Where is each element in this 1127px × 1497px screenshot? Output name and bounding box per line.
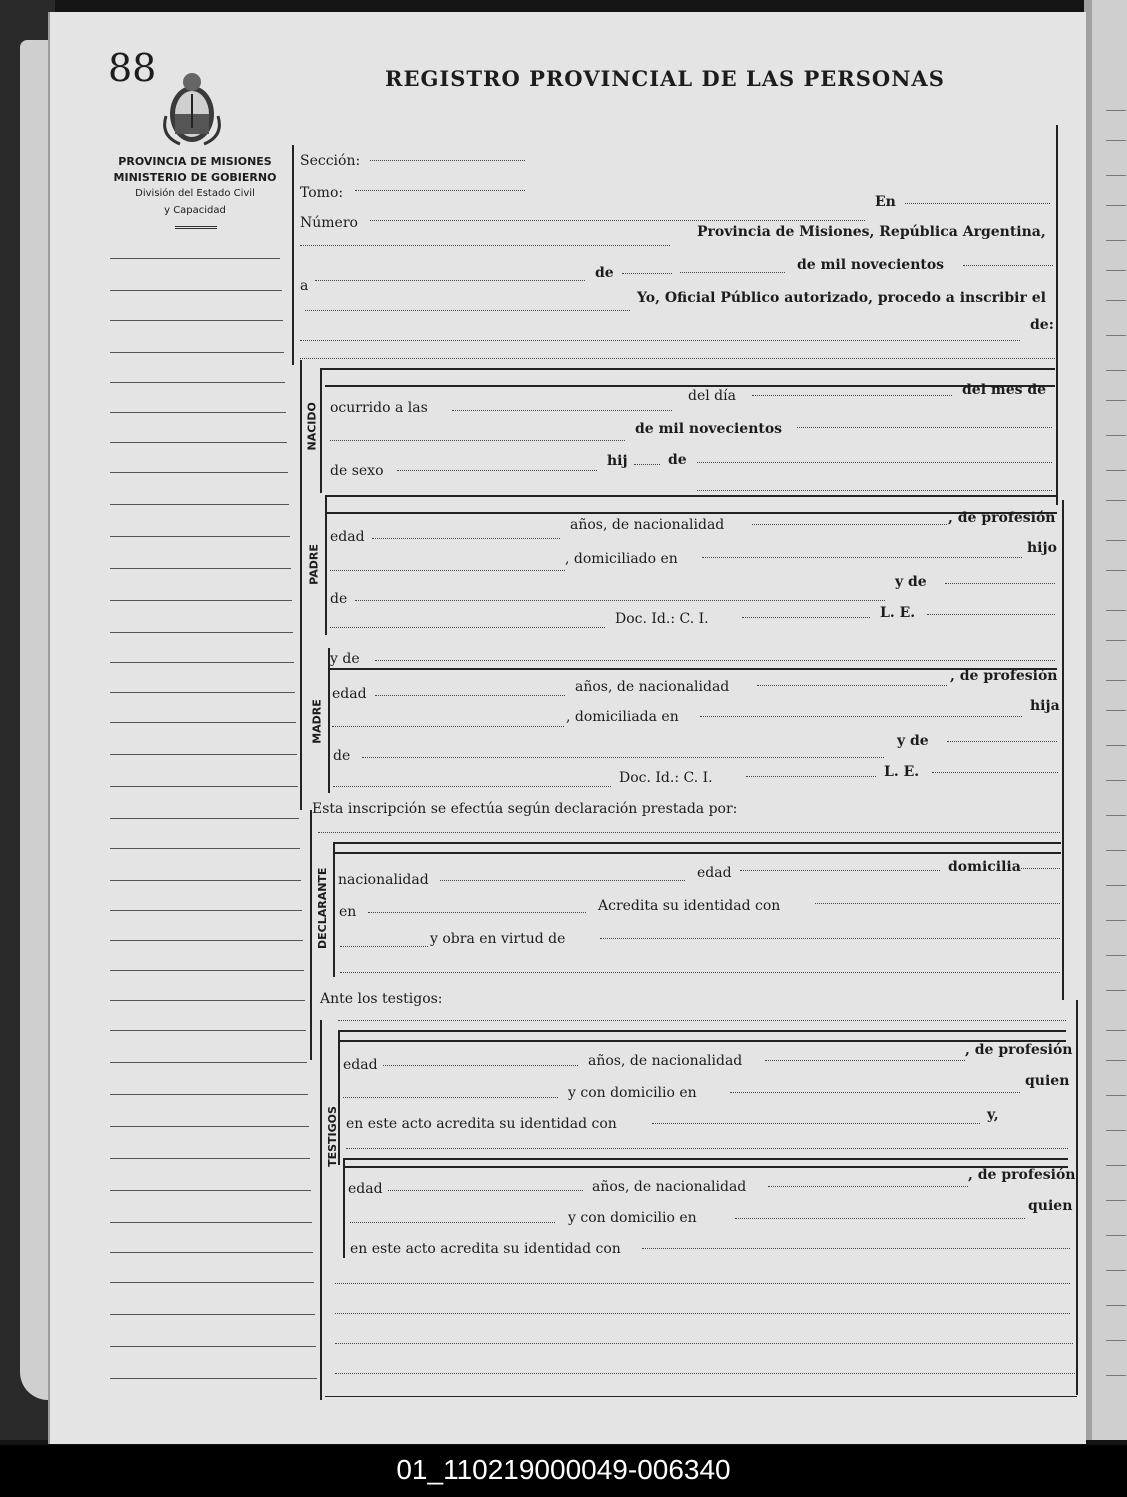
field-madre-nacionalidad[interactable] (757, 685, 947, 686)
field-declarante-edad[interactable] (740, 870, 940, 871)
field-t1-nacionalidad[interactable] (765, 1060, 965, 1061)
field-t2-domicilio[interactable] (735, 1218, 1025, 1219)
org-underline (175, 226, 217, 229)
field-tomo[interactable] (355, 190, 525, 191)
org-ministry: MINISTERIO DE GOBIERNO (113, 171, 277, 184)
label-del-mes: del mes de (962, 382, 1047, 398)
field-madre-domicilio[interactable] (700, 716, 1022, 717)
field-padre-y-de[interactable] (945, 583, 1055, 584)
label-padre-de: de (330, 591, 348, 607)
label-de-mil: de mil novecientos (797, 257, 945, 273)
label-t2-quien: quien (1028, 1198, 1073, 1214)
label-de: de (595, 265, 614, 281)
org-capacity: y Capacidad (164, 205, 226, 216)
field-line-yo[interactable] (305, 310, 630, 311)
field-place[interactable] (300, 245, 670, 246)
section-declarante-label: DECLARANTE (316, 867, 329, 949)
field-padre-domicilio[interactable] (702, 557, 1022, 558)
field-madre-y-de-top[interactable] (375, 660, 1055, 661)
field-inscribir[interactable] (300, 340, 1020, 341)
label-padre-profesion: , de profesión (948, 510, 1056, 526)
label-nacido-de-mil: de mil novecientos (635, 421, 783, 437)
field-padre-doc-line[interactable] (330, 627, 605, 628)
field-madre-le[interactable] (932, 772, 1058, 773)
field-declarante-obra[interactable] (600, 938, 1060, 939)
field-madre-ci[interactable] (746, 776, 876, 777)
field-declarante-extra[interactable] (340, 972, 1060, 973)
field-declarante-en[interactable] (368, 912, 586, 913)
page-number: 88 (108, 46, 157, 90)
field-hora[interactable] (452, 410, 672, 411)
field-padre-nacionalidad[interactable] (752, 524, 947, 525)
label-madre-edad: edad (332, 686, 367, 702)
field-extra-2[interactable] (335, 1313, 1070, 1314)
label-a: a (300, 278, 309, 294)
field-sexo[interactable] (397, 470, 597, 471)
label-nacido-de: de (668, 452, 687, 468)
field-t2-nacionalidad[interactable] (768, 1186, 968, 1187)
label-t1-y: y, (987, 1107, 999, 1123)
field-t1-domicilio[interactable] (730, 1092, 1020, 1093)
declaration-text: Esta inscripción se efectúa según declaración prestada por: (312, 801, 738, 817)
field-nacido-year[interactable] (797, 427, 1052, 428)
field-declarante-nacionalidad[interactable] (440, 880, 685, 881)
field-t1-extra[interactable] (346, 1148, 1068, 1149)
ante-testigos-text: Ante los testigos: (320, 991, 443, 1007)
label-declarante-obra: y obra en virtud de (430, 931, 566, 947)
label-t1-acredita: en este acto acredita su identidad con (346, 1116, 617, 1132)
field-declarante-acredita[interactable] (815, 903, 1060, 904)
field-declarante-domicilia[interactable] (1018, 868, 1060, 869)
label-declarante-acredita: Acredita su identidad con (598, 898, 781, 914)
label-padre-y-de: y de (895, 574, 927, 590)
field-t1-edad[interactable] (383, 1065, 578, 1066)
coat-of-arms-icon (160, 66, 224, 150)
field-t2-profesion[interactable] (350, 1222, 555, 1223)
org-province: PROVINCIA DE MISIONES (118, 155, 272, 168)
section-madre-label: MADRE (310, 699, 324, 744)
field-hij[interactable] (634, 464, 660, 465)
field-declarante-name[interactable] (318, 832, 1060, 833)
field-padre-profesion[interactable] (330, 570, 565, 571)
org-division: División del Estado Civil (135, 188, 255, 199)
label-sexo: de sexo (330, 463, 384, 479)
label-declarante-nacionalidad: nacionalidad (338, 872, 429, 888)
field-t1-acredita[interactable] (652, 1123, 980, 1124)
field-madre-de[interactable] (362, 757, 884, 758)
field-t2-acredita[interactable] (642, 1248, 1070, 1249)
label-t2-edad: edad (348, 1181, 383, 1197)
field-day[interactable] (315, 280, 585, 281)
field-madre-profesion[interactable] (332, 726, 564, 727)
field-dia[interactable] (752, 395, 952, 396)
label-t2-domicilio: y con domicilio en (568, 1210, 697, 1226)
field-t2-edad[interactable] (388, 1190, 583, 1191)
image-id-footer: 01_110219000049-006340 (0, 1445, 1127, 1497)
label-madre-de: de (333, 748, 351, 764)
label-yo: Yo, Oficial Público autorizado, procedo a inscribir el (637, 290, 1046, 306)
field-numero[interactable] (370, 220, 865, 221)
field-madre-y-de[interactable] (947, 741, 1057, 742)
field-en[interactable] (905, 203, 1050, 204)
label-madre-doc: Doc. Id.: C. I. (619, 770, 713, 786)
page-title: REGISTRO PROVINCIAL DE LAS PERSONAS (385, 66, 945, 91)
label-madre-profesion: , de profesión (950, 668, 1058, 684)
label-t1-anos: años, de nacionalidad (588, 1053, 743, 1069)
label-padre-domiciliado: , domiciliado en (565, 551, 678, 567)
field-t1-profesion[interactable] (343, 1097, 558, 1098)
facing-page (1084, 0, 1127, 1440)
field-extra-4[interactable] (335, 1373, 1075, 1374)
label-ocurrido: ocurrido a las (330, 400, 428, 416)
label-madre-anos: años, de nacionalidad (575, 679, 730, 695)
label-del-dia: del día (688, 388, 736, 404)
field-nacido-de[interactable] (697, 462, 1052, 463)
label-t2-profesion: , de profesión (968, 1167, 1076, 1183)
field-padre-de[interactable] (355, 600, 885, 601)
label-madre-hija: hija (1030, 698, 1060, 714)
section-nacido-label: NACIDO (305, 402, 319, 451)
field-year[interactable] (963, 265, 1053, 266)
field-line-extra[interactable] (300, 358, 1055, 359)
page-stack-edge (20, 40, 48, 1400)
label-declarante-edad: edad (697, 865, 732, 881)
section-testigos-label: TESTIGOS (326, 1106, 339, 1167)
label-hij: hij (607, 453, 628, 469)
label-en: En (875, 194, 896, 210)
field-extra-3[interactable] (335, 1343, 1073, 1344)
field-month-a[interactable] (622, 273, 672, 274)
section-padre-label: PADRE (307, 544, 321, 585)
field-nacido-extra-b[interactable] (697, 490, 1052, 491)
label-t1-domicilio: y con domicilio en (568, 1085, 697, 1101)
label-t2-acredita: en este acto acredita su identidad con (350, 1241, 621, 1257)
field-padre-edad[interactable] (372, 538, 560, 539)
field-seccion[interactable] (370, 160, 525, 161)
label-padre-doc: Doc. Id.: C. I. (615, 611, 709, 627)
label-madre-domiciliada: , domiciliada en (566, 709, 679, 725)
field-extra-1[interactable] (335, 1283, 1070, 1284)
label-tomo: Tomo: (300, 185, 344, 201)
label-seccion: Sección: (300, 153, 361, 169)
label-t1-quien: quien (1025, 1073, 1070, 1089)
label-padre-edad: edad (330, 529, 365, 545)
label-provincia: Provincia de Misiones, República Argentina, (697, 224, 1046, 240)
label-madre-y-de: y de (897, 733, 929, 749)
label-madre-le: L. E. (884, 764, 920, 780)
label-numero: Número (300, 215, 358, 231)
field-ante-testigos[interactable] (338, 1020, 1066, 1021)
label-t1-profesion: , de profesión (965, 1042, 1073, 1058)
field-madre-edad[interactable] (375, 695, 565, 696)
label-declarante-domicilia: domicilia (948, 859, 1021, 875)
field-mes[interactable] (330, 440, 625, 441)
label-de-colon: de: (1030, 317, 1054, 333)
field-month[interactable] (680, 272, 785, 273)
label-declarante-en: en (339, 904, 357, 920)
field-declarante-obra-pre[interactable] (340, 946, 428, 947)
label-madre-y-de-top: y de (330, 651, 360, 667)
label-padre-hijo: hijo (1027, 540, 1057, 556)
label-t1-edad: edad (343, 1057, 378, 1073)
label-padre-le: L. E. (880, 605, 916, 621)
field-padre-le[interactable] (927, 614, 1055, 615)
label-padre-anos: años, de nacionalidad (570, 517, 725, 533)
label-t2-anos: años, de nacionalidad (592, 1179, 747, 1195)
field-madre-doc-line[interactable] (333, 786, 611, 787)
field-padre-ci[interactable] (742, 617, 870, 618)
